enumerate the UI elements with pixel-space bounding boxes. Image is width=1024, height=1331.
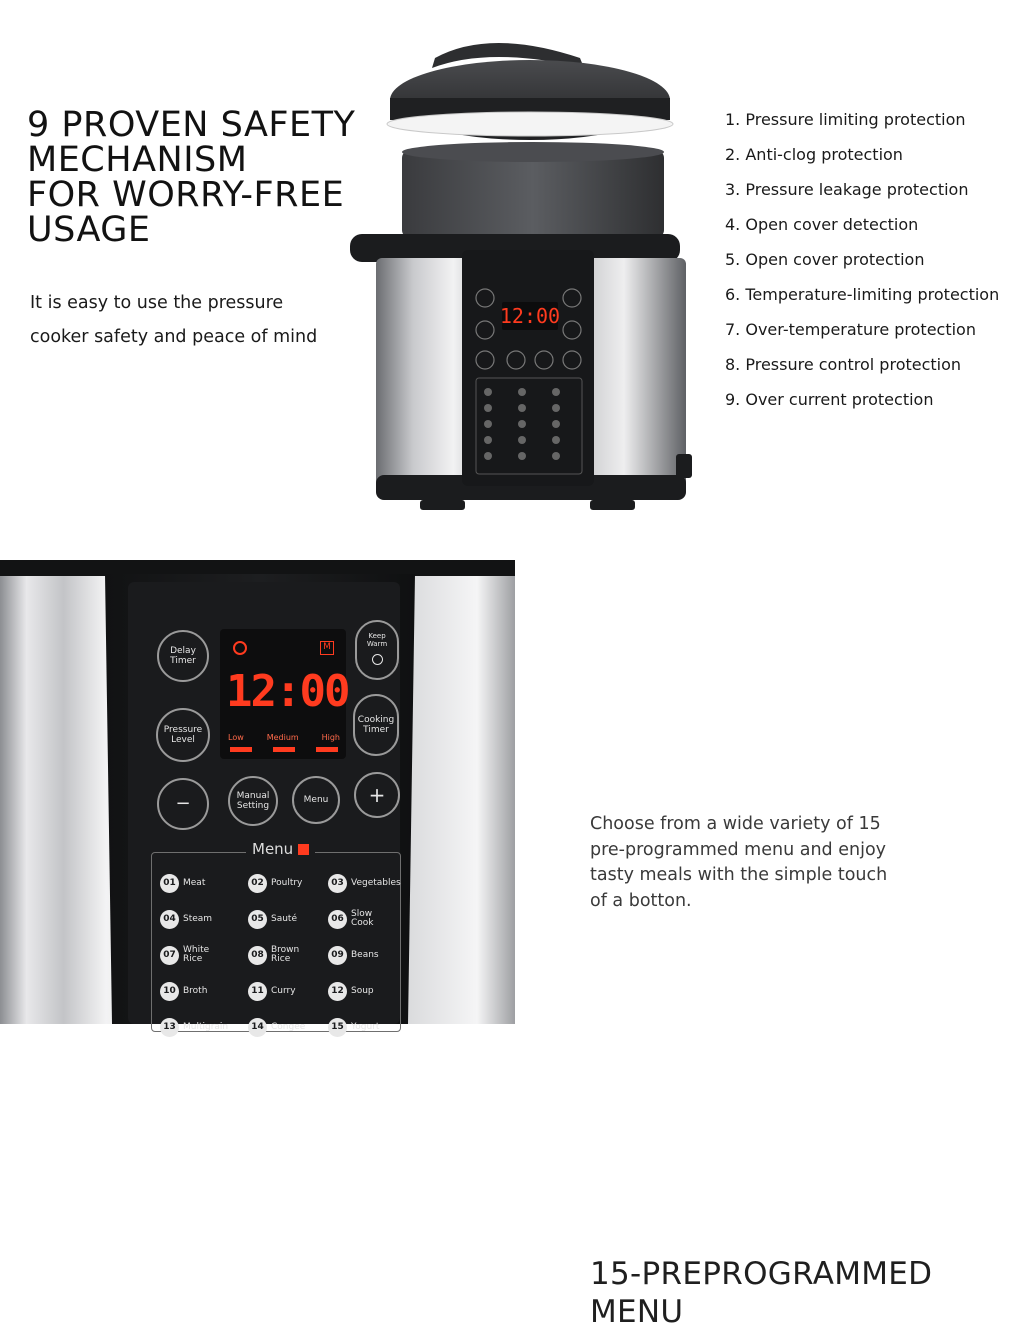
menu-program-name-line: Multigrain — [183, 1021, 229, 1032]
headline-line: FOR WORRY-FREE — [27, 175, 345, 215]
menu-program-name — [183, 946, 209, 964]
menu-program-item[interactable] — [248, 901, 328, 937]
safety-feature-item: 8. Pressure control protection — [725, 355, 962, 374]
button-label: Delay — [170, 646, 196, 656]
delay-timer-button[interactable] — [157, 630, 209, 682]
safety-headline — [27, 105, 387, 250]
menu-program-name — [271, 1023, 305, 1032]
menu-program-name-line: Slow — [351, 909, 373, 919]
svg-text:12:00: 12:00 — [499, 304, 561, 328]
headline-line: MECHANISM — [27, 140, 248, 180]
menu-program-name — [183, 915, 212, 924]
inner-pot — [402, 142, 664, 238]
menu-program-item[interactable] — [160, 1009, 248, 1045]
pressure-bar — [273, 747, 295, 752]
safety-feature-item: 1. Pressure limiting protection — [725, 110, 966, 129]
pressure-level-button[interactable] — [156, 708, 210, 762]
menu-program-number: 07 — [160, 946, 179, 965]
menu-program-name-line: Beans — [351, 949, 379, 960]
pressure-bar — [230, 747, 252, 752]
menu-program-number: 13 — [160, 1018, 179, 1037]
menu-program-number: 15 — [328, 1018, 347, 1037]
menu-program-name — [271, 879, 302, 888]
safety-section — [0, 0, 1024, 560]
menu-program-number: 10 — [160, 982, 179, 1001]
pressure-level-bars — [230, 747, 338, 752]
menu-program-item[interactable] — [160, 937, 248, 973]
menu-program-item[interactable] — [248, 865, 328, 901]
menu-program-name-line: Rice — [271, 954, 291, 964]
plus-button[interactable] — [354, 772, 400, 818]
safety-feature-item: 7. Over-temperature protection — [725, 320, 976, 339]
minus-icon: − — [175, 793, 191, 814]
menu-program-item[interactable] — [248, 937, 328, 973]
menu-grid — [160, 865, 400, 1045]
menu-program-number: 11 — [248, 982, 267, 1001]
menu-description-line: Choose from a wide variety of 15 — [590, 814, 881, 834]
headline-line: USAGE — [27, 210, 151, 250]
menu-program-name — [183, 1023, 228, 1032]
safety-feature-item: 9. Over current protection — [725, 390, 934, 409]
menu-program-name-line: Congee — [271, 1021, 306, 1032]
control-panel — [0, 560, 530, 1032]
safety-feature-item: 3. Pressure leakage protection — [725, 180, 969, 199]
button-label: Warm — [366, 640, 388, 648]
menu-program-number: 03 — [328, 874, 347, 893]
menu-program-number: 14 — [248, 1018, 267, 1037]
power-icon — [372, 654, 383, 665]
safety-feature-list — [725, 106, 999, 421]
menu-section — [0, 560, 1024, 1330]
menu-program-item[interactable] — [328, 1009, 400, 1045]
menu-description — [590, 812, 990, 914]
menu-program-name-line: White — [183, 945, 210, 955]
pressure-cooker-image — [340, 20, 700, 525]
menu-program-name — [351, 1023, 379, 1032]
menu-title — [590, 1255, 932, 1331]
button-label: Setting — [236, 801, 270, 811]
button-label: Timer — [170, 656, 196, 666]
menu-description-line: pre-programmed menu and enjoy — [590, 839, 887, 860]
menu-program-item[interactable] — [328, 973, 400, 1009]
menu-program-name — [183, 879, 205, 888]
menu-program-number: 02 — [248, 874, 267, 893]
pressure-low-label: Low — [228, 733, 244, 742]
menu-program-item[interactable] — [160, 901, 248, 937]
menu-box — [151, 840, 401, 1032]
button-label: Menu — [303, 795, 329, 805]
safety-feature-item: 4. Open cover detection — [725, 215, 919, 234]
button-label: Pressure — [163, 725, 203, 735]
lid — [387, 43, 673, 140]
menu-program-name — [271, 987, 296, 996]
mini-control-panel — [462, 250, 594, 486]
button-label: Cooking — [357, 715, 395, 725]
intro-line: cooker safety and peace of mind — [30, 327, 318, 347]
menu-program-name — [183, 987, 207, 996]
menu-indicator-icon: M — [320, 641, 334, 655]
menu-m-icon — [298, 844, 309, 855]
safety-feature-item: 2. Anti-clog protection — [725, 145, 903, 164]
menu-program-item[interactable] — [160, 973, 248, 1009]
keep-warm-button[interactable] — [355, 620, 399, 680]
button-label: Manual — [236, 791, 270, 801]
menu-program-item[interactable] — [328, 937, 400, 973]
button-label: Timer — [363, 725, 389, 735]
intro-line: It is easy to use the pressure — [30, 293, 284, 313]
menu-program-name-line: Brown — [271, 945, 300, 955]
pressure-medium-label: Medium — [266, 733, 299, 742]
menu-description-line: of a botton. — [590, 890, 692, 911]
menu-button[interactable] — [292, 776, 340, 824]
safety-intro — [30, 286, 360, 354]
menu-program-number: 04 — [160, 910, 179, 929]
menu-program-name-line: Cook — [351, 918, 374, 928]
pressure-high-label: High — [321, 733, 340, 742]
menu-program-name — [271, 915, 297, 924]
minus-button[interactable] — [157, 778, 209, 830]
menu-program-item[interactable] — [248, 973, 328, 1009]
menu-program-item[interactable] — [248, 1009, 328, 1045]
menu-program-name-line: Yogurt — [351, 1021, 380, 1032]
menu-program-name-line: Soup — [351, 985, 374, 996]
button-label: Level — [171, 735, 195, 745]
manual-setting-button[interactable] — [228, 776, 278, 826]
menu-program-item[interactable] — [328, 901, 400, 937]
led-display — [220, 629, 349, 759]
menu-program-name — [351, 987, 374, 996]
menu-title-line: MENU — [590, 1294, 684, 1330]
safety-feature-item: 5. Open cover protection — [725, 250, 925, 269]
menu-program-item[interactable] — [328, 865, 400, 901]
cooking-timer-button[interactable] — [353, 694, 399, 756]
menu-box-title — [246, 839, 315, 859]
menu-program-name-line: Rice — [183, 954, 203, 964]
menu-program-name-line: Curry — [271, 985, 296, 996]
pressure-level-labels — [228, 733, 340, 742]
menu-program-name-line: Poultry — [271, 877, 303, 888]
menu-program-name-line: Broth — [183, 985, 208, 996]
menu-program-name — [351, 951, 379, 960]
menu-box-label: Menu — [252, 840, 294, 858]
plus-icon: + — [368, 783, 386, 807]
safety-feature-item: 6. Temperature-limiting protection — [725, 285, 1000, 304]
menu-program-name-line: Vegetables — [351, 877, 401, 888]
menu-program-name — [351, 879, 401, 888]
menu-program-name-line: Steam — [183, 913, 213, 924]
menu-program-name-line: Meat — [183, 877, 206, 888]
menu-program-number: 09 — [328, 946, 347, 965]
menu-program-name — [271, 946, 299, 964]
menu-program-item[interactable] — [160, 865, 248, 901]
menu-program-name-line: Sauté — [271, 913, 297, 924]
menu-program-number: 01 — [160, 874, 179, 893]
headline-line: 9 PROVEN SAFETY — [27, 105, 356, 145]
menu-program-number: 06 — [328, 910, 347, 929]
menu-program-number: 12 — [328, 982, 347, 1001]
button-label: Keep — [368, 632, 386, 640]
pressure-bar — [316, 747, 338, 752]
menu-title-line: 15-PREPROGRAMMED — [590, 1256, 933, 1292]
menu-program-name — [351, 910, 374, 928]
menu-description-line: tasty meals with the simple touch — [590, 865, 888, 885]
display-time: 12:00 — [226, 666, 349, 717]
menu-program-number: 08 — [248, 946, 267, 965]
menu-program-number: 05 — [248, 910, 267, 929]
clock-icon — [233, 641, 247, 655]
